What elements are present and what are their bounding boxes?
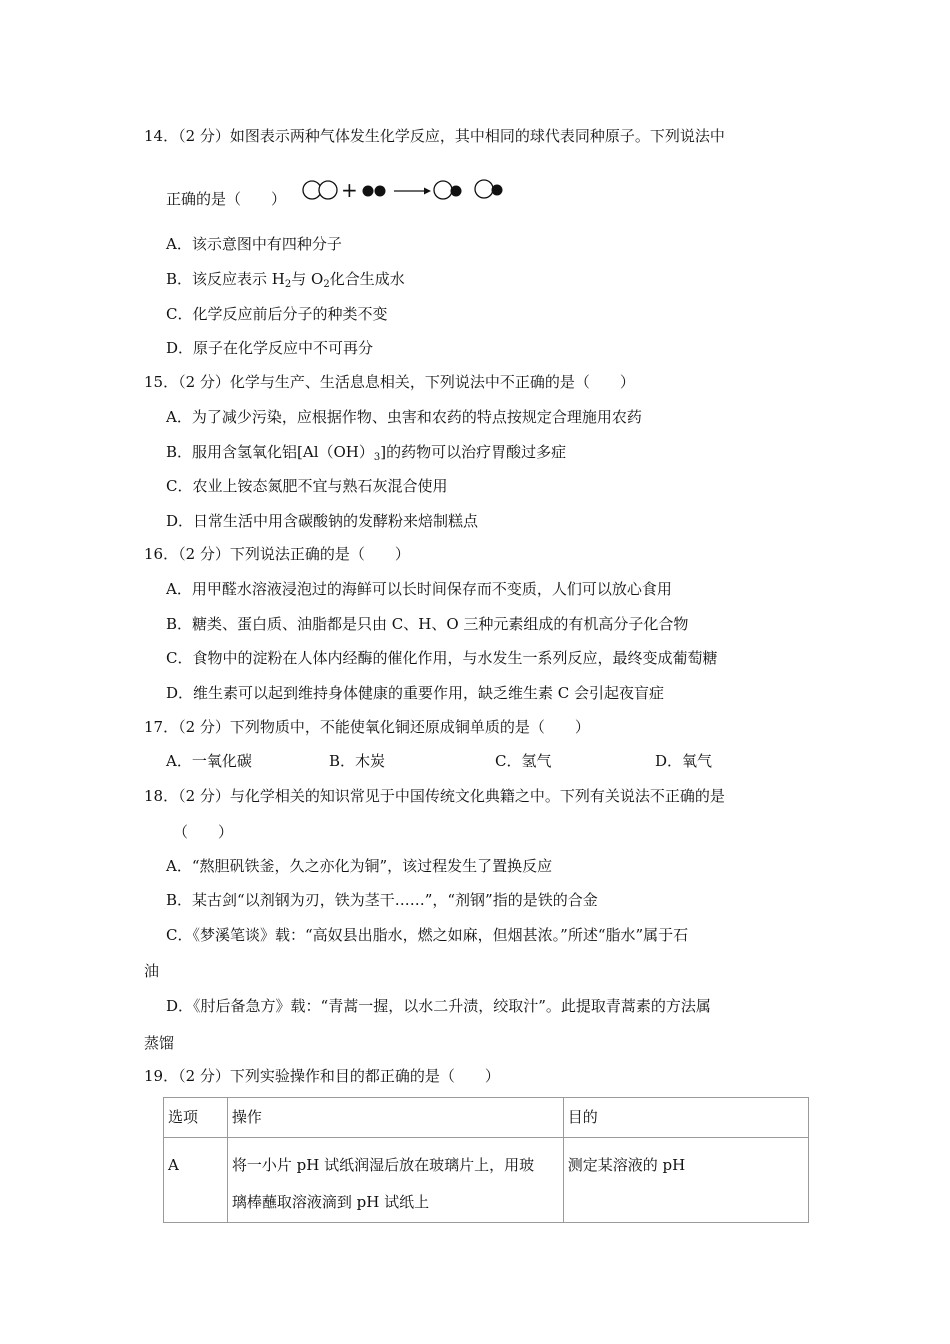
header-operation: 操作 (227, 1098, 563, 1138)
q18-stem: 18．（2 分）与化学相关的知识常见于中国传统文化典籍之中。下列有关说法不正确的是 (144, 787, 725, 805)
q15-option-c: C．农业上铵态氮肥不宜与熟石灰混合使用 (166, 477, 448, 495)
white-atom (434, 181, 452, 199)
q18-option-b: B．某古剑“以剂钢为刃，铁为茎干……”，“剂钢”指的是铁的合金 (166, 891, 598, 909)
q18-option-d-cont: 蒸馏 (144, 1034, 175, 1052)
q14-option-c: C．化学反应前后分子的种类不变 (166, 305, 388, 323)
q18-option-a: A．“熬胆矾铁釜，久之亦化为铜”，该过程发生了置换反应 (166, 857, 553, 875)
header-purpose: 目的 (563, 1098, 808, 1138)
q14-stem: 14．（2 分）如图表示两种气体发生化学反应，其中相同的球代表同种原子。下列说法中 (144, 127, 725, 145)
q18-option-c: C．《梦溪笔谈》载：“高奴县出脂水，燃之如麻，但烟甚浓。”所述“脂水”属于石 (166, 926, 689, 944)
white-atom (475, 180, 493, 198)
q16-option-b: B．糖类、蛋白质、油脂都是只由 C、H、O 三种元素组成的有机高分子化合物 (166, 615, 689, 633)
white-atom (303, 181, 321, 199)
q16-option-c: C．食物中的淀粉在人体内经酶的催化作用，与水发生一系列反应，最终变成葡萄糖 (166, 649, 718, 667)
q15-stem: 15．（2 分）化学与生产、生活息息相关，下列说法中不正确的是（ ） (144, 373, 635, 391)
header-option: 选项 (164, 1098, 228, 1138)
black-atom (492, 185, 503, 196)
q17-option-c: C．氢气 (495, 752, 552, 770)
q16-stem: 16．（2 分）下列说法正确的是（ ） (144, 545, 410, 563)
q15-option-d: D．日常生活中用含碳酸钠的发酵粉来焙制糕点 (166, 512, 479, 530)
black-atom (375, 186, 386, 197)
table-header-row (164, 1098, 809, 1138)
arrow-head (424, 188, 431, 195)
q14-stem-cont: 正确的是（ ） (166, 190, 287, 208)
q17-option-b: B．木炭 (329, 752, 386, 770)
plus-sign: + (341, 178, 358, 202)
q19-table (163, 1097, 809, 1223)
q18-option-c-cont: 油 (144, 962, 160, 980)
black-atom (451, 186, 462, 197)
cell-purpose: 测定某溶液的 pH (563, 1138, 808, 1223)
operation-line-1: 将一小片 pH 试纸润湿后放在玻璃片上，用玻 (231, 1156, 535, 1174)
q18-stem-cont: （ ） (173, 823, 234, 841)
q15-option-b: B．服用含氢氧化铝$[Al(OH)_3]$的药物可以治疗胃酸过多症 (166, 443, 567, 463)
q14-option-d: D．原子在化学反应中不可再分 (166, 339, 374, 357)
table-row (164, 1138, 809, 1223)
black-atom (363, 186, 374, 197)
cell-option: A (164, 1138, 228, 1223)
q15-option-a: A．为了减少污染，应根据作物、虫害和农药的特点按规定合理施用农药 (166, 408, 642, 426)
reaction-diagram (300, 176, 515, 206)
q18-option-d: D．《肘后备急方》载：“青蒿一握，以水二升渍，绞取汁”。此提取青蒿素的方法属 (166, 997, 711, 1015)
q16-option-a: A．用甲醛水溶液浸泡过的海鲜可以长时间保存而不变质，人们可以放心食用 (166, 580, 672, 598)
q14-option-a: A．该示意图中有四种分子 (166, 235, 342, 253)
cell-operation (227, 1138, 563, 1223)
q17-option-a: A．一氧化碳 (166, 752, 252, 770)
q19-stem: 19．（2 分）下列实验操作和目的都正确的是（ ） (144, 1067, 500, 1085)
q14-option-b: B．该反应表示 $H_2$与 $O_2$化合生成水 (166, 270, 405, 290)
q17-option-d: D．氧气 (655, 752, 713, 770)
q17-stem: 17．（2 分）下列物质中，不能使氧化铜还原成铜单质的是（ ） (144, 718, 590, 736)
white-atom (319, 181, 337, 199)
q16-option-d: D．维生素可以起到维持身体健康的重要作用，缺乏维生素 C 会引起夜盲症 (166, 684, 665, 702)
operation-line-2: 璃棒蘸取溶液滴到 pH 试纸上 (231, 1193, 430, 1211)
